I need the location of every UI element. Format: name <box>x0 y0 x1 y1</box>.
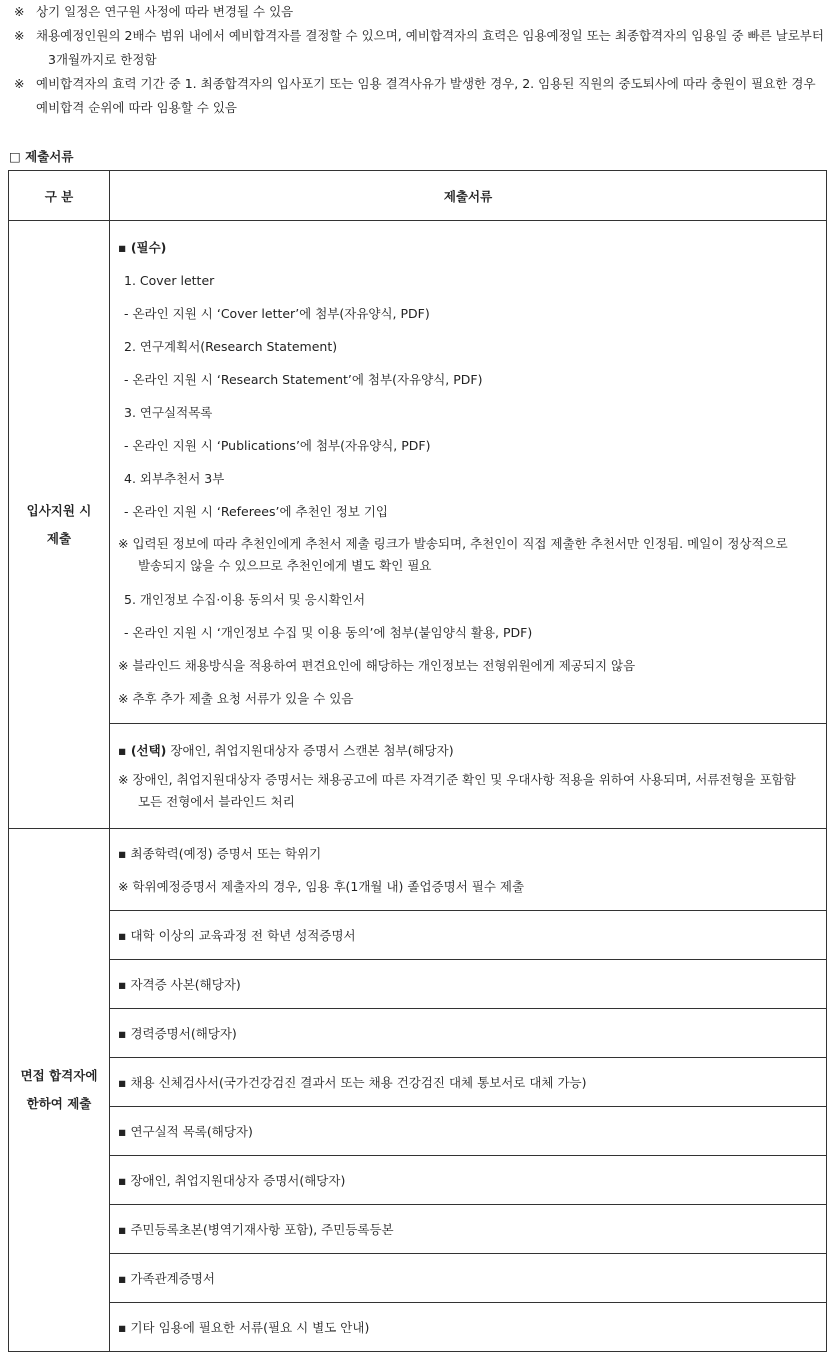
optional-text: 장애인, 취업지원대상자 증명서 스캔본 첨부(해당자) <box>166 743 454 758</box>
table-row <box>9 724 827 829</box>
section-title: □ 제출서류 <box>9 149 74 164</box>
note-text: ※ 입력된 정보에 따라 추천인에게 추천서 제출 링크가 발송되며, 추천인이 직접 제출한 추천서만 인정됨. 메일이 정상적으로 <box>118 536 788 551</box>
table-row <box>9 911 827 960</box>
note-text: ※ 장애인, 취업지원대상자 증명서는 채용공고에 따른 자격기준 확인 및 우대사항 적용을 위하여 사용되며, 서류전형을 포함함 <box>118 772 796 787</box>
table-header-row <box>9 171 827 221</box>
table-row <box>9 1107 827 1156</box>
required-label: ▪ (필수) <box>118 240 167 255</box>
list-item: ▪ 대학 이상의 교육과정 전 학년 성적증명서 <box>118 927 356 943</box>
note-mark: ※ <box>14 4 25 19</box>
list-item: ▪ 경력증명서(해당자) <box>118 1025 237 1041</box>
header-category: 구 분 <box>9 171 110 221</box>
optional-docs-cell <box>110 724 827 829</box>
table-row <box>9 1254 827 1303</box>
table-row <box>9 960 827 1009</box>
note-text: 3개월까지로 한정함 <box>48 52 157 67</box>
list-item: ▪ 최종학력(예정) 증명서 또는 학위기 <box>118 846 322 861</box>
list-item: ▪ 연구실적 목록(해당자) <box>118 1123 253 1139</box>
referee-note <box>118 528 818 583</box>
optional-item <box>118 734 818 767</box>
table-row <box>9 1205 827 1254</box>
list-item: - 온라인 지원 시 ‘Publications’에 첨부(자유양식, PDF) <box>124 438 431 453</box>
table-row <box>9 1156 827 1205</box>
list-item: ※ 블라인드 채용방식을 적용하여 편견요인에 해당하는 개인정보는 전형위원에게 제공되지 않음 <box>118 658 636 673</box>
list-item: 2. 연구계획서(Research Statement) <box>124 339 338 354</box>
note-mark: ※ <box>14 76 25 91</box>
note-text: 예비합격 순위에 따라 임용할 수 있음 <box>36 100 237 115</box>
note-reserve-candidates <box>14 24 829 72</box>
category-label: 제출 <box>46 530 72 546</box>
note-text: 모든 전형에서 블라인드 처리 <box>138 794 295 809</box>
note-text: 상기 일정은 연구원 사정에 따라 변경될 수 있음 <box>36 4 294 19</box>
optional-label: ▪ (선택) <box>118 743 167 758</box>
list-item: ▪ 기타 임용에 필요한 서류(필요 시 별도 안내) <box>118 1319 370 1335</box>
optional-note <box>118 767 818 819</box>
category-label: 한하여 제출 <box>26 1096 92 1111</box>
list-item: - 온라인 지원 시 ‘개인정보 수집 및 이용 동의’에 첨부(붙임양식 활용, PDF) <box>124 625 533 640</box>
list-item: ※ 추후 추가 제출 요청 서류가 있을 수 있음 <box>118 691 354 706</box>
header-documents: 제출서류 <box>110 171 827 221</box>
list-item: 1. Cover letter <box>124 273 215 288</box>
documents-table <box>8 170 827 1352</box>
category-label: 면접 합격자에 <box>20 1068 98 1083</box>
note-text: 발송되지 않을 수 있으므로 추천인에게 별도 확인 필요 <box>138 558 432 573</box>
table-row <box>9 1303 827 1352</box>
notes-section <box>14 0 829 120</box>
note-text: 예비합격자의 효력 기간 중 1. 최종합격자의 입사포기 또는 임용 결격사유가 발생한 경우, 2. 임용된 직원의 중도퇴사에 따라 충원이 필요한 경우 <box>36 76 816 91</box>
note-reserve-period <box>14 72 829 120</box>
degree-docs-cell <box>110 829 827 911</box>
list-item: ▪ 자격증 사본(해당자) <box>118 976 241 992</box>
list-item: ▪ 주민등록초본(병역기재사항 포함), 주민등록등본 <box>118 1221 394 1237</box>
category-application <box>9 221 110 829</box>
list-item: 4. 외부추천서 3부 <box>124 471 225 486</box>
list-item: ▪ 장애인, 취업지원대상자 증명서(해당자) <box>118 1172 346 1188</box>
list-item: - 온라인 지원 시 ‘Cover letter’에 첨부(자유양식, PDF) <box>124 306 430 321</box>
list-item: ▪ 가족관계증명서 <box>118 1270 215 1286</box>
category-interview <box>9 829 110 1352</box>
list-item: - 온라인 지원 시 ‘Research Statement’에 첨부(자유양식, PDF) <box>124 372 483 387</box>
note-text: ※ 학위예정증명서 제출자의 경우, 임용 후(1개월 내) 졸업증명서 필수 제출 <box>118 879 525 894</box>
list-item: - 온라인 지원 시 ‘Referees’에 추천인 정보 기입 <box>124 504 388 519</box>
table-row <box>9 1058 827 1107</box>
list-item: 5. 개인정보 수집·이용 동의서 및 응시확인서 <box>124 592 366 607</box>
table-row <box>9 221 827 724</box>
list-item: 3. 연구실적목록 <box>124 405 213 420</box>
table-row <box>9 829 827 911</box>
note-text: 채용예정인원의 2배수 범위 내에서 예비합격자를 결정할 수 있으며, 예비합격자의 효력은 임용예정일 또는 최종합격자의 임용일 중 빠른 날로부터 <box>36 28 824 43</box>
note-schedule <box>14 0 829 24</box>
required-docs-cell <box>110 221 827 724</box>
list-item: ▪ 채용 신체검사서(국가건강검진 결과서 또는 채용 건강검진 대체 통보서로 대체 가능) <box>118 1074 587 1090</box>
category-label: 입사지원 시 <box>26 502 92 518</box>
table-row <box>9 1009 827 1058</box>
note-mark: ※ <box>14 28 25 43</box>
